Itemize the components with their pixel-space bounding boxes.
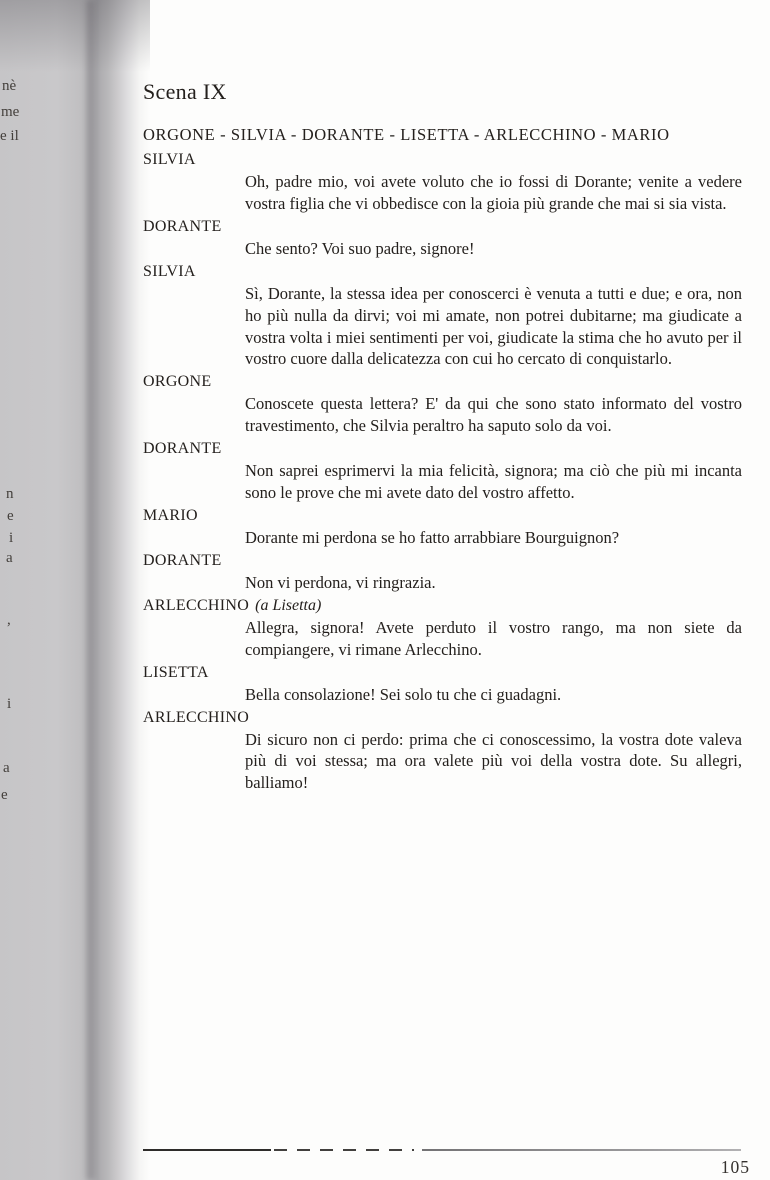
speaker-name: DORANTE (143, 217, 222, 235)
margin-fragment: n (6, 486, 14, 502)
speaker-name: DORANTE (143, 551, 222, 569)
footer-rule-solid-segment (143, 1149, 271, 1151)
dialogue-entry (143, 149, 742, 215)
dialogue-entry (143, 707, 742, 795)
dialogue-entry (143, 505, 742, 549)
speaker-name: SILVIA (143, 262, 196, 280)
speaker-name: ORGONE (143, 373, 212, 391)
dialogue-entry (143, 261, 742, 371)
characters-line: ORGONE - SILVIA - DORANTE - LISETTA - ARLECCHINO - MARIO (143, 125, 670, 144)
speech-text: Dorante mi perdona se ho fatto arrabbiare Bourguignon? (245, 527, 620, 547)
page-content (143, 79, 742, 795)
speaker-name: ARLECCHINO (143, 596, 250, 614)
margin-fragment: me (1, 104, 20, 120)
book-gutter-shadow (0, 0, 150, 1180)
dialogue-list (143, 149, 742, 794)
dialogue-entry (143, 662, 742, 706)
dialogue-entry (143, 595, 742, 661)
page-number: 105 (720, 1157, 750, 1177)
footer-rule (143, 1149, 741, 1151)
speech-text: Conoscete questa lettera? E' da qui che sono stato informato del vostro travestimento, che Silvia peraltro ha saputo solo da voi. (245, 394, 742, 436)
speech-text: Di sicuro non ci perdo: prima che ci conoscessimo, la vostra dote valeva più di voi stessa; ma ora valete più voi della vostra dote. Su allegri, balliamo! (245, 729, 742, 793)
speaker-name: MARIO (143, 506, 198, 524)
footer-rule-faded-segment (422, 1149, 741, 1151)
speech-text: Oh, padre mio, voi avete voluto che io fossi di Dorante; venite a vedere vostra figlia che vi obbedisce con la gioia più grande che mai si sia vista. (245, 172, 742, 213)
speech-text: Allegra, signora! Avete perduto il vostro rango, ma non siete da compiangere, vi rimane Arlecchino. (245, 617, 742, 659)
margin-fragment: , (7, 612, 11, 628)
stage-direction: (a Lisetta) (255, 596, 322, 614)
margin-fragment: e il (0, 128, 19, 144)
dialogue-entry (143, 550, 742, 594)
dialogue-entry (143, 371, 742, 437)
margin-fragment: e (7, 508, 14, 524)
dialogue-entry (143, 438, 742, 504)
margin-fragment: nè (2, 78, 17, 94)
margin-fragment: i (9, 530, 14, 546)
speaker-name: ARLECCHINO (143, 708, 250, 726)
speech-text: Bella consolazione! Sei solo tu che ci guadagni. (245, 684, 562, 704)
speaker-name: LISETTA (143, 663, 209, 681)
speech-text: Non vi perdona, vi ringrazia. (245, 572, 436, 592)
speaker-name: SILVIA (143, 151, 196, 168)
footer-rule-dashed-segment (274, 1149, 414, 1151)
speaker-name: DORANTE (143, 440, 222, 458)
speech-text: Non saprei esprimervi la mia felicità, signora; ma ciò che più mi incanta sono le prove che mi avete dato del vostro affetto. (245, 461, 742, 503)
margin-fragment: a (3, 760, 10, 776)
margin-fragment: i (7, 696, 12, 712)
margin-fragment: e (1, 787, 8, 803)
margin-fragment: a (6, 550, 13, 566)
speech-text: Sì, Dorante, la stessa idea per conoscerci è venuta a tutti e due; e ora, non ho più nulla da dirvi; voi mi amate, non potrei dubitarne; ma giudicate a vostra volta i miei sentimenti per voi, giudicate la stima che ho avuto per il vostro cuore dalla delicatezza con cui ho cercato di conquistarlo. (245, 283, 742, 369)
speech-text: Che sento? Voi suo padre, signore! (245, 238, 475, 258)
dialogue-entry (143, 216, 742, 260)
scene-title: Scena IX (143, 79, 227, 104)
